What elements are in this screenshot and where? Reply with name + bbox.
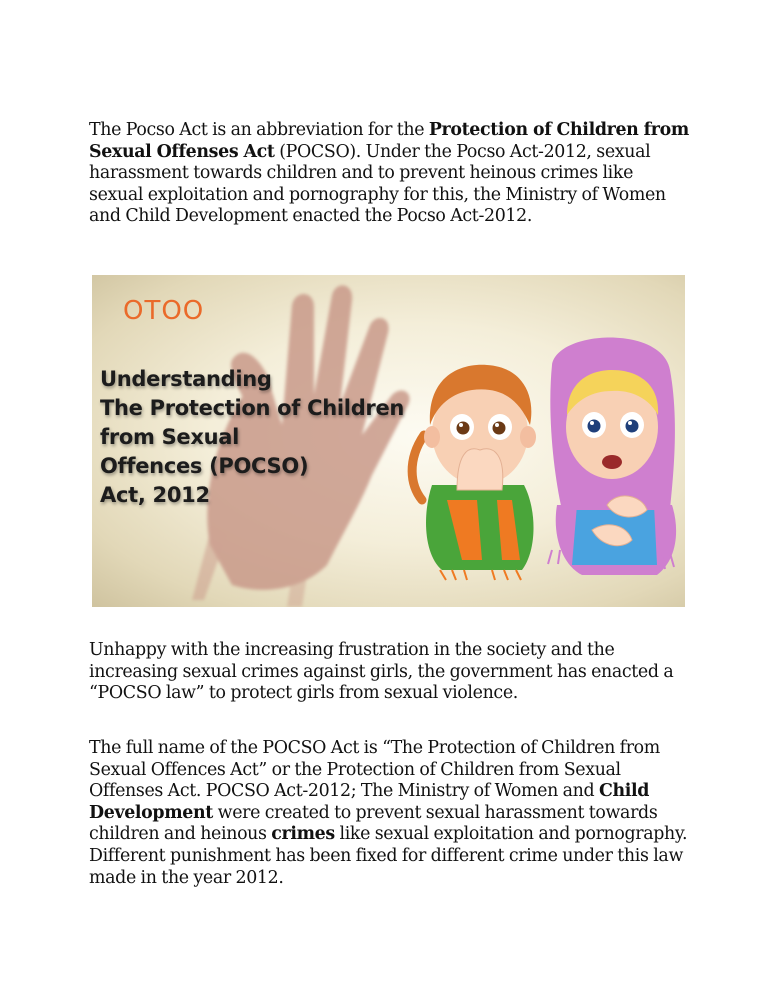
girl-green-sweater-icon [412, 365, 536, 580]
text-run: (POCSO). Under the Pocso Act-2012, sexual harassment towards children and to prevent heinous crimes like sexual exploitation and pornography for this, the Ministry of Women and Child Development enacted the Pocso Act-2012. [89, 141, 666, 227]
banner-title-line: from Sexual [100, 425, 240, 449]
girl-pink-scarf-icon [548, 338, 676, 576]
banner-title-line: Understanding [100, 367, 272, 391]
banner-title-line: Act, 2012 [100, 483, 210, 507]
text-run: Unhappy with the increasing frustration in the society and the increasing sexual crimes against girls, the government has enacted a “POCSO law” to protect girls from sexual violence. [89, 640, 674, 704]
paragraph-intro [89, 120, 689, 228]
text-run: were created to prevent sexual harassment towards children and heinous [89, 802, 658, 845]
otoo-logo: OTOO [123, 296, 205, 326]
bold-text-run: Protection of Children from Sexual Offenses Act [89, 120, 689, 162]
text-run: like sexual exploitation and pornography. Different punishment has been fixed for different crime under this law made in the year 2012. [89, 824, 688, 888]
bold-text-run: Child Development [89, 781, 650, 823]
text-run: The Pocso Act is an abbreviation for the [89, 120, 429, 140]
bold-text-run: crimes [271, 824, 335, 845]
frightened-girls-illustration [402, 315, 682, 585]
text-run: The full name of the POCSO Act is “The Protection of Children from Sexual Offences Act” or the Protection of Children from Sexual Offenses Act. POCSO Act-2012; The Ministry of Women and [89, 738, 660, 802]
banner-title [100, 365, 430, 510]
paragraph-full-name [89, 738, 689, 889]
banner-title-line: Offences (POCSO) [100, 454, 309, 478]
banner-title-line: The Protection of Children [100, 396, 405, 420]
paragraph-pocso-law [89, 640, 689, 705]
pocso-banner-image [92, 275, 685, 607]
